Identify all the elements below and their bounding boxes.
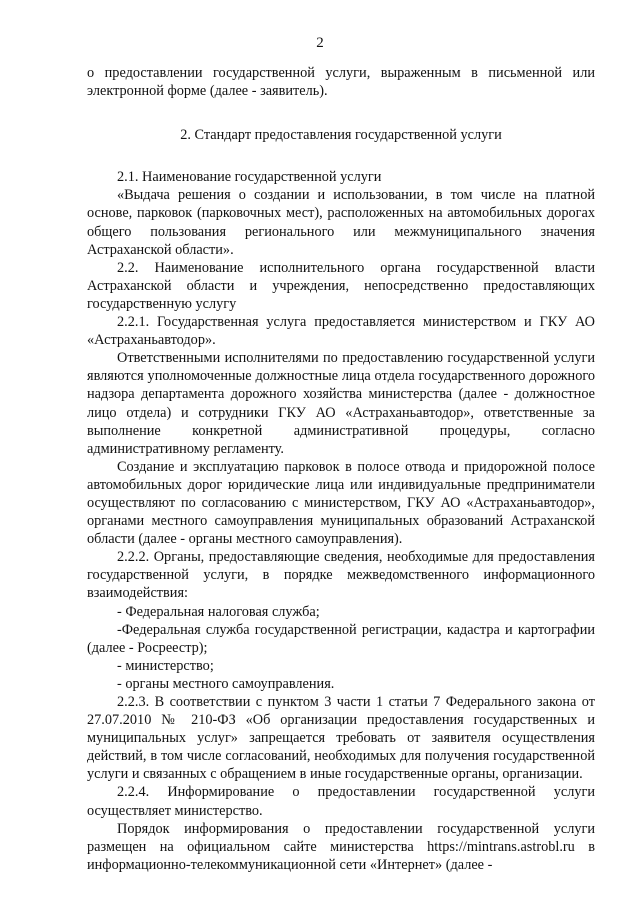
parking-creation-paragraph: Создание и эксплуатацию парковок в полосе отвода и придорожной полосе автомобильных дорог юридические лица или индивидуальные предприниматели осуществляют по согласованию с министерством, ГКУ АО «Астраханьавтодор», органами местного самоуправления муниципальных образований Астраханской области (далее - органы местного самоуправления).: [87, 458, 595, 548]
responsible-executors-paragraph: Ответственными исполнителями по предоставлению государственной услуги являются уполномоченные должностные лица отдела государственного дорожного надзора департамента дорожного хозяйства министерства (далее - должностное лицо отдела) и сотрудники ГКУ АО «Астраханьавтодор», ответственные за выполнение конкретной административной процедуры, согласно административному регламенту.: [87, 350, 595, 457]
list-item: - министерство;: [117, 657, 214, 674]
clause-2-2-3: 2.2.3. В соответствии с пунктом 3 части 1 статьи 7 Федерального закона от 27.07.2010 № 210-ФЗ «Об организации предоставления государственных и муниципальных услуг» запрещается требовать от заявителя осуществления действий, в том числе согласований, необходимых для получения государственной услуги и связанных с обращением в иные государственные органы, организации.: [87, 694, 595, 783]
document-body: [87, 64, 595, 874]
list-item: - Федеральная налоговая служба;: [117, 603, 320, 620]
paragraph-continuation: о предоставлении государственной услуги, выраженным в письменной или электронной форме (далее - заявитель).: [87, 65, 595, 100]
clause-2-2-4: 2.2.4. Информирование о предоставлении государственной услуги осуществляет министерство.: [87, 784, 595, 819]
clause-2-2: 2.2. Наименование исполнительного органа государственной власти Астраханской области и учреждения, непосредственно предоставляющих государственную услугу: [87, 259, 595, 312]
list-item: -Федеральная служба государственной регистрации, кадастра и картографии (далее - Росреестр);: [87, 621, 595, 656]
section-heading: 2. Стандарт предоставления государственной услуги: [180, 127, 502, 144]
service-name-quote: «Выдача решения о создании и использовании, в том числе на платной основе, парковок (парковочных мест), расположенных на автомобильных дорогах общего пользования регионального или межмуниципального значения Астраханской области».: [87, 187, 595, 258]
clause-2-2-1: 2.2.1. Государственная услуга предоставляется министерством и ГКУ АО «Астраханьавтодор».: [87, 314, 595, 349]
clause-2-2-2: 2.2.2. Органы, предоставляющие сведения, необходимые для предоставления государственной услуги, в порядке межведомственного информационного взаимодействия:: [87, 549, 595, 602]
informing-procedure-paragraph: Порядок информирования о предоставлении государственной услуги размещен на официальном сайте министерства https://mintrans.astrobl.ru в информационно-телекоммуникационной сети «Интернет» (далее -: [87, 820, 595, 873]
page-number: 2: [316, 35, 324, 51]
list-item: - органы местного самоуправления.: [117, 675, 335, 692]
clause-2-1-title: 2.1. Наименование государственной услуги: [117, 169, 382, 186]
